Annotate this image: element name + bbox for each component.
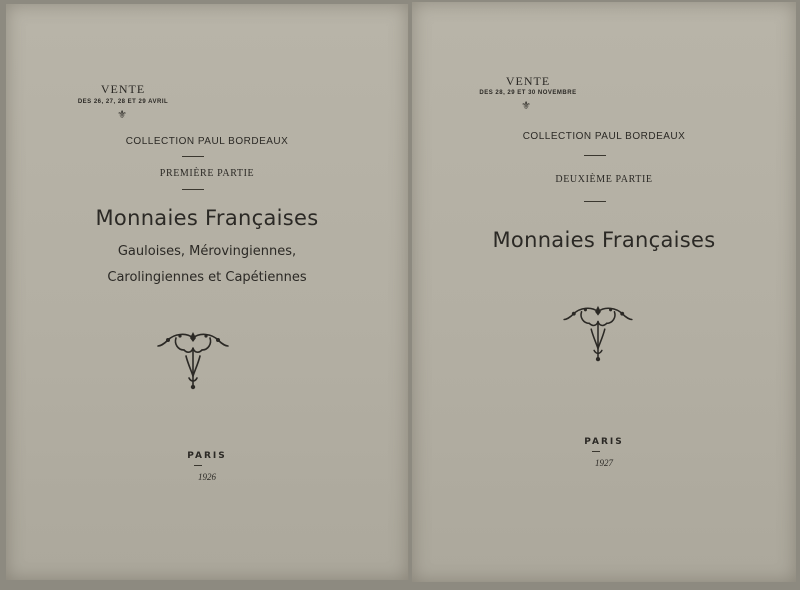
sale-dates: DES 26, 27, 28 ET 29 AVRIL <box>77 99 169 105</box>
publication-year: 1927 <box>595 458 613 468</box>
catalogue-title: Monnaies Françaises <box>95 206 319 230</box>
imprint-city: PARIS <box>187 451 227 461</box>
catalogue-subtitle-line-1: Gauloises, Mérovingiennes, <box>117 244 297 259</box>
collection-name: COLLECTION PAUL BORDEAUX <box>125 136 289 147</box>
collection-name: COLLECTION PAUL BORDEAUX <box>522 131 686 142</box>
publication-year: 1926 <box>198 472 216 482</box>
divider <box>584 155 606 156</box>
vente-label: VENTE <box>100 82 146 96</box>
floral-ornament-icon <box>561 304 635 364</box>
fleur-de-lis-icon: ⚜ <box>521 100 531 112</box>
divider <box>592 451 600 452</box>
divider <box>182 156 204 157</box>
divider <box>182 189 204 190</box>
part-label: PREMIÈRE PARTIE <box>159 168 255 179</box>
part-label: DEUXIÈME PARTIE <box>555 174 653 185</box>
divider <box>584 201 606 202</box>
sale-dates: DES 28, 29 ET 30 NOVEMBRE <box>479 90 577 96</box>
divider <box>194 465 202 466</box>
imprint-city: PARIS <box>584 437 624 447</box>
fleur-de-lis-icon: ⚜ <box>117 109 127 121</box>
catalogue-title: Monnaies Françaises <box>492 228 716 252</box>
vente-label: VENTE <box>505 74 551 88</box>
catalogue-cover-deuxieme-partie <box>412 2 796 582</box>
catalogue-subtitle-line-2: Carolingiennes et Capétiennes <box>107 270 307 285</box>
floral-ornament-icon <box>156 330 230 392</box>
